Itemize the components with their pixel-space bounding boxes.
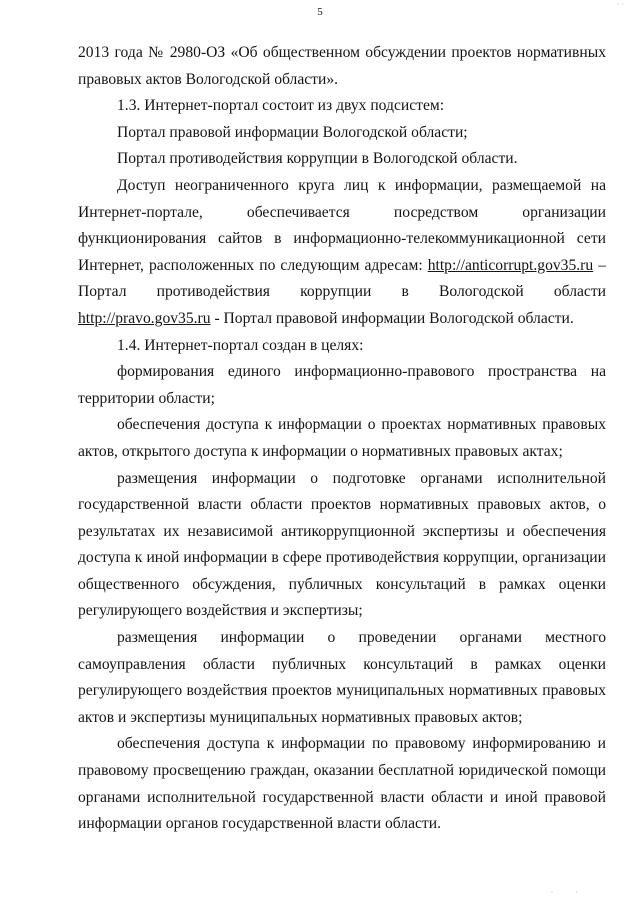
access-text-before: Доступ неограниченного круга лиц к информации, размещаемой на Интернет-портале, обеспечивается посредством организации функционирования сайтов в информационно-телекоммуникационной сети Интернет, расположенных по следующим адресам:	[78, 176, 606, 274]
scan-mark-top: · ·	[616, 0, 624, 9]
goal-item-drafts-info: размещения информации о подготовке органами исполнительной государственной власти области проектов нормативных правовых актов, о результатах их независимой антикоррупционной экспертизы и обеспечения доступа к иной информации в сфере противодействия коррупции, организации общественного обсуждения, публичных консультаций в рамках оценки регулирующего воздействия и экспертизы;	[78, 469, 606, 620]
paragraph-anticorruption-portal: Портал противодействия коррупции в Вологодской области.	[117, 150, 518, 168]
pravo-link[interactable]: http://pravo.gov35.ru	[78, 309, 211, 327]
goal-item-legal-education: обеспечения доступа к информации по правовому информированию и правовому просвещению граждан, оказании бесплатной юридической помощи органами исполнительной государственной власти области и иной правовой информации органов государственной власти области.	[78, 735, 606, 833]
goal-item-access-drafts: обеспечения доступа к информации о проектах нормативных правовых актов, открытого доступа к информации о нормативных правовых актах;	[78, 416, 606, 460]
access-text-middle: – Портал противодействия коррупции в Вологодской области	[78, 256, 607, 301]
paragraph-1-4: 1.4. Интернет-портал создан в целях:	[117, 336, 364, 354]
anticorrupt-link[interactable]: http://anticorrupt.gov35.ru	[427, 256, 594, 274]
goal-item-municipal: размещения информации о проведении органами местного самоуправления области публичных консультаций в рамках оценки регулирующего воздействия проектов муниципальных нормативных правовых актов и экспертизы муниципальных нормативных правовых актов;	[78, 629, 606, 726]
goal-item-formation: формирования единого информационно-правового пространства на территории области;	[78, 363, 606, 407]
access-text-after: - Портал правовой информации Вологодской области.	[210, 309, 574, 327]
paragraph-law-reference: 2013 года № 2980-ОЗ «Об общественном обсуждении проектов нормативных правовых актов Вологодской области».	[78, 44, 606, 88]
page-number: 5	[317, 6, 323, 18]
paragraph-legal-portal: Портал правовой информации Вологодской области;	[117, 123, 468, 141]
paragraph-access	[78, 173, 606, 333]
scan-mark-bottom: · ·	[550, 888, 588, 897]
paragraph-1-3: 1.3. Интернет-портал состоит из двух подсистем:	[117, 97, 445, 115]
document-body	[78, 40, 606, 838]
